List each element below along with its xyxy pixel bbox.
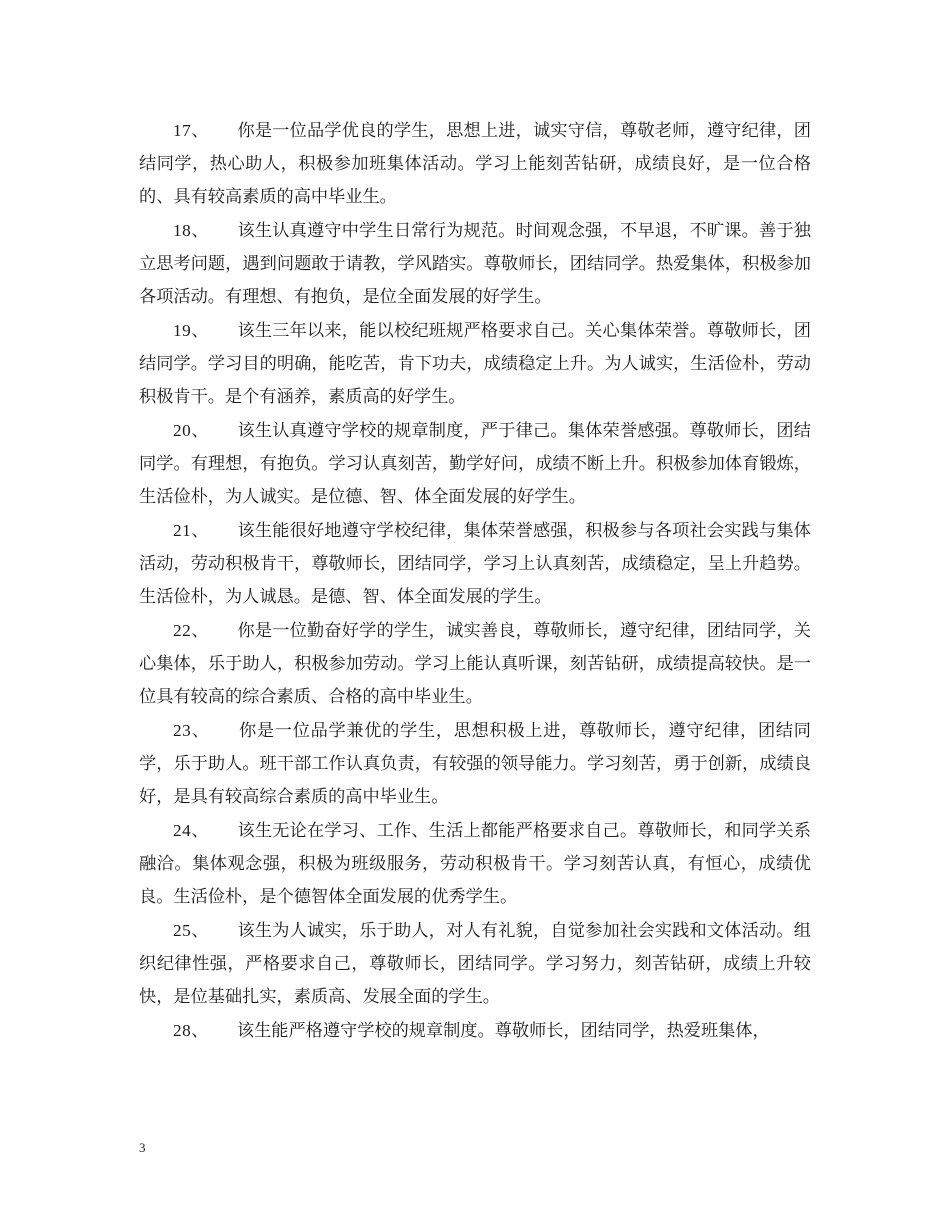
paragraph-text: 该生无论在学习、工作、生活上都能严格要求自己。尊敬师长，和同学关系融洽。集体观念强，积极为班级服务，劳动积极肯干。学习刻苦认真，有恒心，成绩优良。生活俭朴，是个德智体全面发展的优秀学生。: [139, 821, 811, 907]
paragraph-21: [139, 514, 811, 614]
paragraph-17: [139, 114, 811, 214]
paragraph-28: [139, 1014, 811, 1048]
paragraph-text: 你是一位品学兼优的学生，思想积极上进，尊敬师长，遵守纪律，团结同学，乐于助人。班干部工作认真负责，有较强的领导能力。学习刻苦，勇于创新，成绩良好，是具有较高综合素质的高中毕业生。: [139, 721, 811, 807]
paragraph-text: 你是一位勤奋好学的学生，诚实善良，尊敬师长，遵守纪律，团结同学，关心集体，乐于助人，积极参加劳动。学习上能认真听课，刻苦钻研，成绩提高较快。是一位具有较高的综合素质、合格的高中毕业生。: [139, 621, 811, 707]
paragraph-number: 20、: [173, 421, 210, 440]
page-number: 3: [139, 1140, 146, 1155]
paragraph-text: 该生能严格遵守学校的规章制度。尊敬师长，团结同学，热爱班集体，: [236, 1021, 770, 1041]
paragraph-20: [139, 414, 811, 514]
paragraph-number: 17、: [173, 121, 210, 140]
paragraph-22: [139, 614, 811, 714]
paragraph-text: 该生认真遵守中学生日常行为规范。时间观念强，不早退，不旷课。善于独立思考问题，遇到问题敢于请教，学风踏实。尊敬师长，团结同学。热爱集体，积极参加各项活动。有理想、有抱负，是位全面发展的好学生。: [139, 221, 811, 307]
paragraph-number: 23、: [173, 721, 211, 740]
paragraph-19: [139, 314, 811, 414]
paragraph-24: [139, 814, 811, 914]
paragraph-text: 你是一位品学优良的学生，思想上进，诚实守信，尊敬老师，遵守纪律，团结同学，热心助人，积极参加班集体活动。学习上能刻苦钻研，成绩良好，是一位合格的、具有较高素质的高中毕业生。: [139, 121, 811, 207]
paragraph-number: 24、: [173, 821, 210, 840]
paragraph-number: 22、: [173, 621, 210, 640]
paragraph-18: [139, 214, 811, 314]
paragraph-text: 该生能很好地遵守学校纪律，集体荣誉感强，积极参与各项社会实践与集体活动，劳动积极肯干，尊敬师长，团结同学，学习上认真刻苦，成绩稳定，呈上升趋势。生活俭朴，为人诚恳。是德、智、体全面发展的学生。: [139, 521, 811, 607]
paragraph-text: 该生认真遵守学校的规章制度，严于律己。集体荣誉感强。尊敬师长，团结同学。有理想，有抱负。学习认真刻苦，勤学好问，成绩不断上升。积极参加体育锻炼，生活俭朴，为人诚实。是位德、智、体全面发展的好学生。: [139, 421, 811, 507]
paragraph-number: 28、: [173, 1021, 209, 1040]
paragraph-text: 该生三年以来，能以校纪班规严格要求自己。关心集体荣誉。尊敬师长，团结同学。学习目的明确，能吃苦，肯下功夫，成绩稳定上升。为人诚实，生活俭朴，劳动积极肯干。是个有涵养，素质高的好学生。: [139, 321, 811, 407]
document-body: [139, 114, 811, 1048]
paragraph-number: 19、: [173, 321, 210, 340]
paragraph-number: 21、: [173, 521, 210, 540]
paragraph-text: 该生为人诚实，乐于助人，对人有礼貌，自觉参加社会实践和文体活动。组织纪律性强，严格要求自己，尊敬师长，团结同学。学习努力，刻苦钻研，成绩上升较快，是位基础扎实，素质高、发展全面的学生。: [139, 921, 811, 1007]
paragraph-number: 25、: [173, 921, 210, 940]
paragraph-25: [139, 914, 811, 1014]
paragraph-number: 18、: [173, 221, 210, 240]
paragraph-23: [139, 714, 811, 814]
